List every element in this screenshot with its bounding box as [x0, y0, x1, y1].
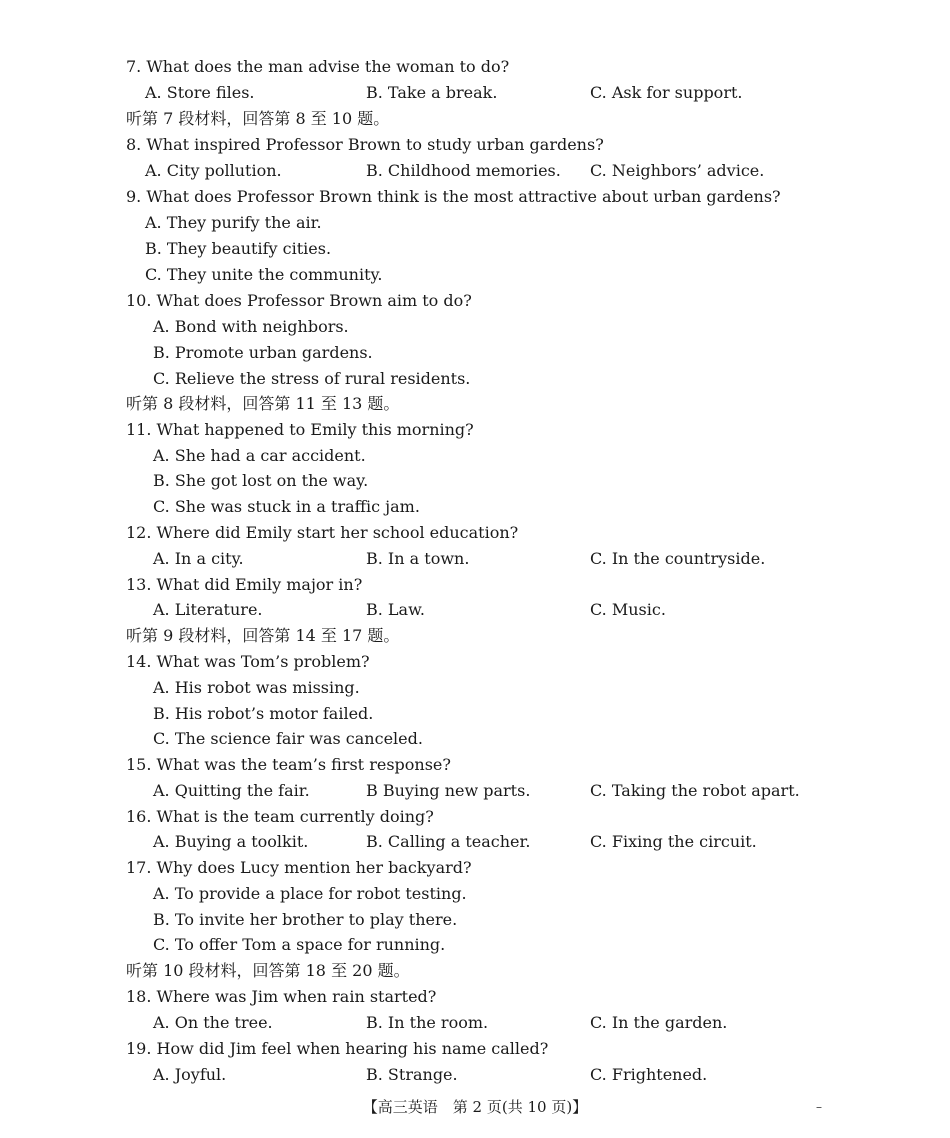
option-a: A. Buying a toolkit.	[153, 832, 309, 851]
question-15: 15. What was the team’s first response?	[126, 755, 451, 774]
option-b: B. His robot’s motor failed.	[153, 704, 374, 723]
option-b: B Buying new parts.	[366, 781, 531, 800]
option-a: A. Joyful.	[153, 1065, 227, 1084]
option-b: B. To invite her brother to play there.	[153, 910, 458, 929]
option-b: B. In the room.	[366, 1013, 489, 1032]
option-a: A. Store files.	[145, 83, 255, 102]
question-7-options	[0, 80, 950, 106]
option-c: C. Frightened.	[590, 1065, 708, 1084]
option-c: C. She was stuck in a traffic jam.	[153, 497, 420, 516]
option-a: A. Literature.	[153, 600, 263, 619]
option-c: C. Ask for support.	[590, 83, 743, 102]
question-17: 17. Why does Lucy mention her backyard?	[126, 858, 472, 877]
question-13-options	[0, 597, 950, 623]
option-a: A. City pollution.	[145, 161, 282, 180]
question-11: 11. What happened to Emily this morning?	[126, 420, 474, 439]
question-16-options	[0, 829, 950, 855]
question-12-options	[0, 546, 950, 572]
option-c: C. In the garden.	[590, 1013, 728, 1032]
section-heading-8: 听第 8 段材料，回答第 11 至 13 题。	[126, 394, 400, 413]
option-b: B. She got lost on the way.	[153, 471, 369, 490]
page-footer: 【高三英语 第 2 页(共 10 页)】	[362, 1098, 588, 1116]
section-heading-7: 听第 7 段材料，回答第 8 至 10 题。	[126, 109, 390, 128]
option-c: C. Neighbors’ advice.	[590, 161, 765, 180]
question-16: 16. What is the team currently doing?	[126, 807, 434, 826]
question-9: 9. What does Professor Brown think is the most attractive about urban gardens?	[126, 187, 781, 206]
question-13: 13. What did Emily major in?	[126, 575, 363, 594]
option-b: B. Childhood memories.	[366, 161, 561, 180]
question-18: 18. Where was Jim when rain started?	[126, 987, 437, 1006]
option-b: B. Take a break.	[366, 83, 498, 102]
option-b: B. In a town.	[366, 549, 470, 568]
question-8-options	[0, 158, 950, 184]
option-c: C. The science fair was canceled.	[153, 729, 423, 748]
option-a: A. She had a car accident.	[153, 446, 366, 465]
option-b: B. Law.	[366, 600, 425, 619]
option-c: C. Taking the robot apart.	[590, 781, 800, 800]
option-a: A. Bond with neighbors.	[153, 317, 349, 336]
corner-mark: –	[816, 1100, 822, 1114]
question-15-options	[0, 778, 950, 804]
question-8: 8. What inspired Professor Brown to study urban gardens?	[126, 135, 604, 154]
section-heading-9: 听第 9 段材料，回答第 14 至 17 题。	[126, 626, 400, 645]
option-c: C. To offer Tom a space for running.	[153, 935, 446, 954]
option-a: A. They purify the air.	[145, 213, 322, 232]
question-7: 7. What does the man advise the woman to do?	[126, 57, 510, 76]
question-18-options	[0, 1010, 950, 1036]
option-c: C. Relieve the stress of rural residents.	[153, 369, 471, 388]
option-a: A. Quitting the fair.	[153, 781, 310, 800]
question-10: 10. What does Professor Brown aim to do?	[126, 291, 472, 310]
option-a: A. To provide a place for robot testing.	[153, 884, 467, 903]
option-a: A. On the tree.	[153, 1013, 273, 1032]
option-c: C. Fixing the circuit.	[590, 832, 757, 851]
option-c: C. They unite the community.	[145, 265, 383, 284]
question-12: 12. Where did Emily start her school education?	[126, 523, 519, 542]
question-19: 19. How did Jim feel when hearing his name called?	[126, 1039, 549, 1058]
option-c: C. Music.	[590, 600, 666, 619]
option-c: C. In the countryside.	[590, 549, 766, 568]
option-b: B. Strange.	[366, 1065, 458, 1084]
question-19-options	[0, 1062, 950, 1088]
question-14: 14. What was Tom’s problem?	[126, 652, 370, 671]
option-b: B. They beautify cities.	[145, 239, 332, 258]
option-a: A. In a city.	[153, 549, 244, 568]
option-a: A. His robot was missing.	[153, 678, 360, 697]
option-b: B. Promote urban gardens.	[153, 343, 373, 362]
section-heading-10: 听第 10 段材料，回答第 18 至 20 题。	[126, 961, 410, 980]
option-b: B. Calling a teacher.	[366, 832, 531, 851]
